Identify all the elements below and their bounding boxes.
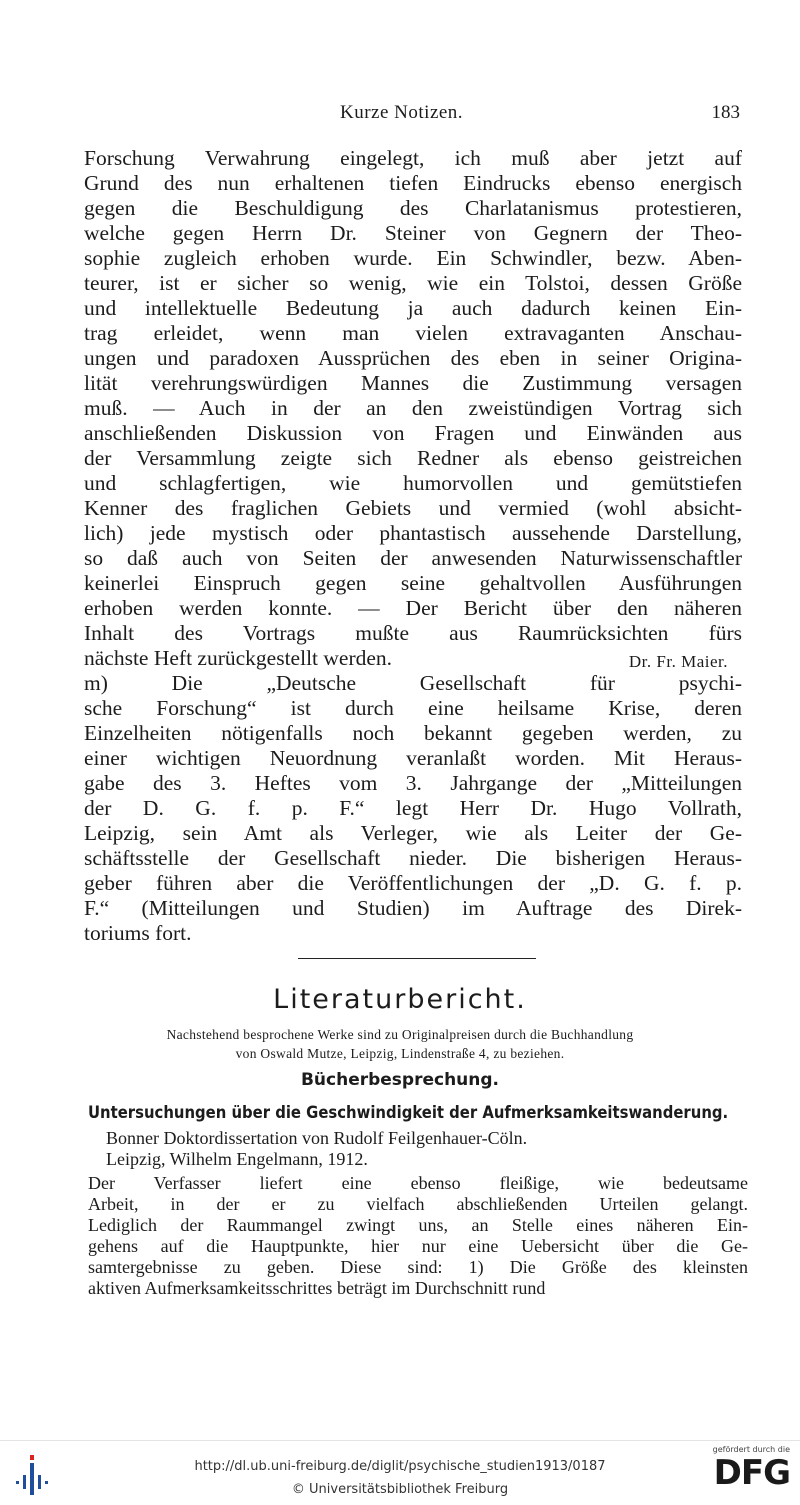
running-header-title: Kurze Notizen.: [340, 102, 464, 123]
review-line: gehens auf die Hauptpunkte, hier nur eine Uebersicht über die Ge-: [88, 1236, 748, 1256]
review-line: Der Verfasser liefert eine ebenso fleißige, wie bedeutsame: [88, 1173, 748, 1193]
text-line: muß. — Auch in der an den zweistündigen Vortrag sich: [84, 396, 742, 420]
review-line: aktiven Aufmerksamkeitsschrittes beträgt im Durchschnitt rund: [88, 1278, 546, 1298]
text-line: sche Forschung“ ist durch eine heilsame Krise, deren: [84, 696, 742, 720]
text-line: welche gegen Herrn Dr. Steiner von Gegnern der Theo-: [84, 221, 742, 245]
text-line: so daß auch von Seiten der anwesenden Naturwissenschaftler: [84, 546, 742, 570]
section-heading: Literaturbericht.: [273, 984, 527, 1015]
book-info-line: Leipzig, Wilhelm Engelmann, 1912.: [106, 1149, 368, 1169]
section-divider: [298, 958, 536, 959]
text-line: m) Die „Deutsche Gesellschaft für psychi-: [84, 671, 742, 695]
text-line: nächste Heft zurückgestellt werden.: [84, 646, 393, 670]
text-line: und schlagfertigen, wie humorvollen und gemütstiefen: [84, 471, 742, 495]
text-line: lich) jede mystisch oder phantastisch aussehende Darstellung,: [84, 521, 742, 545]
text-line: Einzelheiten nötigenfalls noch bekannt gegeben werden, zu: [84, 721, 742, 745]
text-line: einer wichtigen Neuordnung veranlaßt worden. Mit Heraus-: [84, 746, 742, 770]
text-line: lität verehrungswürdigen Mannes die Zustimmung versagen: [84, 371, 742, 395]
book-info: [106, 1128, 748, 1170]
text-line: der Versammlung zeigte sich Redner als ebenso geistreichen: [84, 446, 742, 470]
page-number: 183: [711, 102, 740, 123]
viewer-footer: [0, 1440, 800, 1505]
text-line: Grund des nun erhaltenen tiefen Eindrucks ebenso energisch: [84, 171, 742, 195]
text-line: gabe des 3. Heftes vom 3. Jahrgange der „Mitteilungen: [84, 771, 742, 795]
subsection-heading: Bücherbesprechung.: [300, 1070, 500, 1090]
text-line: toriums fort.: [84, 921, 192, 945]
permalink-url[interactable]: http://dl.ub.uni-freiburg.de/diglit/psychische_studien1913/0187: [194, 1459, 606, 1474]
copyright-notice: © Universitätsbibliothek Freiburg: [291, 1482, 509, 1497]
paragraph-theosophy-report: [84, 146, 742, 671]
text-line: und intellektuelle Bedeutung ja auch dadurch keinen Ein-: [84, 296, 742, 320]
review-paragraph: [88, 1173, 748, 1299]
text-line: Forschung Verwahrung eingelegt, ich muß aber jetzt auf: [84, 146, 742, 170]
text-line: anschließenden Diskussion von Fragen und Einwänden aus: [84, 421, 742, 445]
running-header: [0, 100, 800, 130]
text-line: Leipzig, sein Amt als Verleger, wie als Leiter der Ge-: [84, 821, 742, 845]
text-line: Kenner des fraglichen Gebiets und vermied (wohl absicht-: [84, 496, 742, 520]
text-line: erhoben werden konnte. — Der Bericht über den näheren: [84, 596, 742, 620]
text-line: F.“ (Mitteilungen und Studien) im Auftrage des Direk-: [84, 896, 742, 920]
dfg-wordmark: DFG: [713, 1453, 790, 1493]
book-info-line: Bonner Doktordissertation von Rudolf Feilgenhauer-Cöln.: [106, 1128, 528, 1148]
review-line: Lediglich der Raummangel zwingt uns, an Stelle eines näheren Ein-: [88, 1215, 748, 1235]
review-line: Arbeit, in der er zu vielfach abschließenden Urteilen gelangt.: [88, 1194, 748, 1214]
text-line: trag erleidet, wenn man vielen extravaganten Anschau-: [84, 321, 742, 345]
text-line: teurer, ist er sicher so wenig, wie ein Tolstoi, dessen Größe: [84, 271, 742, 295]
text-line: gegen die Beschuldigung des Charlatanismus protestieren,: [84, 196, 742, 220]
dfg-caption: gefördert durch die: [712, 1445, 790, 1454]
paragraph-society-notice: [84, 671, 742, 946]
section-note-line-1: Nachstehend besprochene Werke sind zu Originalpreisen durch die Buchhandlung: [166, 1027, 634, 1042]
text-line: geber führen aber die Veröffentlichungen der „D. G. f. p.: [84, 871, 742, 895]
text-line: Inhalt des Vortrags mußte aus Raumrücksichten fürs: [84, 621, 742, 645]
book-title: Untersuchungen über die Geschwindigkeit der Aufmerksamkeitswanderung.: [88, 1103, 729, 1122]
text-line: sophie zugleich erhoben wurde. Ein Schwindler, bezw. Aben-: [84, 246, 742, 270]
text-line: keinerlei Einspruch gegen seine gehaltvollen Ausführungen: [84, 571, 742, 595]
review-line: samtergebnisse zu geben. Diese sind: 1) Die Größe des kleinsten: [88, 1257, 748, 1277]
section-note-line-2: von Oswald Mutze, Leipzig, Lindenstraße 4, zu beziehen.: [235, 1046, 565, 1061]
text-line: ungen und paradoxen Aussprüchen des eben in seiner Origina-: [84, 346, 742, 370]
text-line: schäftsstelle der Gesellschaft nieder. Die bisherigen Heraus-: [84, 846, 742, 870]
text-line: der D. G. f. p. F.“ legt Herr Dr. Hugo Vollrath,: [84, 796, 742, 820]
dfg-logo: [698, 1445, 790, 1501]
author-signature: Dr. Fr. Maier.: [628, 652, 728, 671]
